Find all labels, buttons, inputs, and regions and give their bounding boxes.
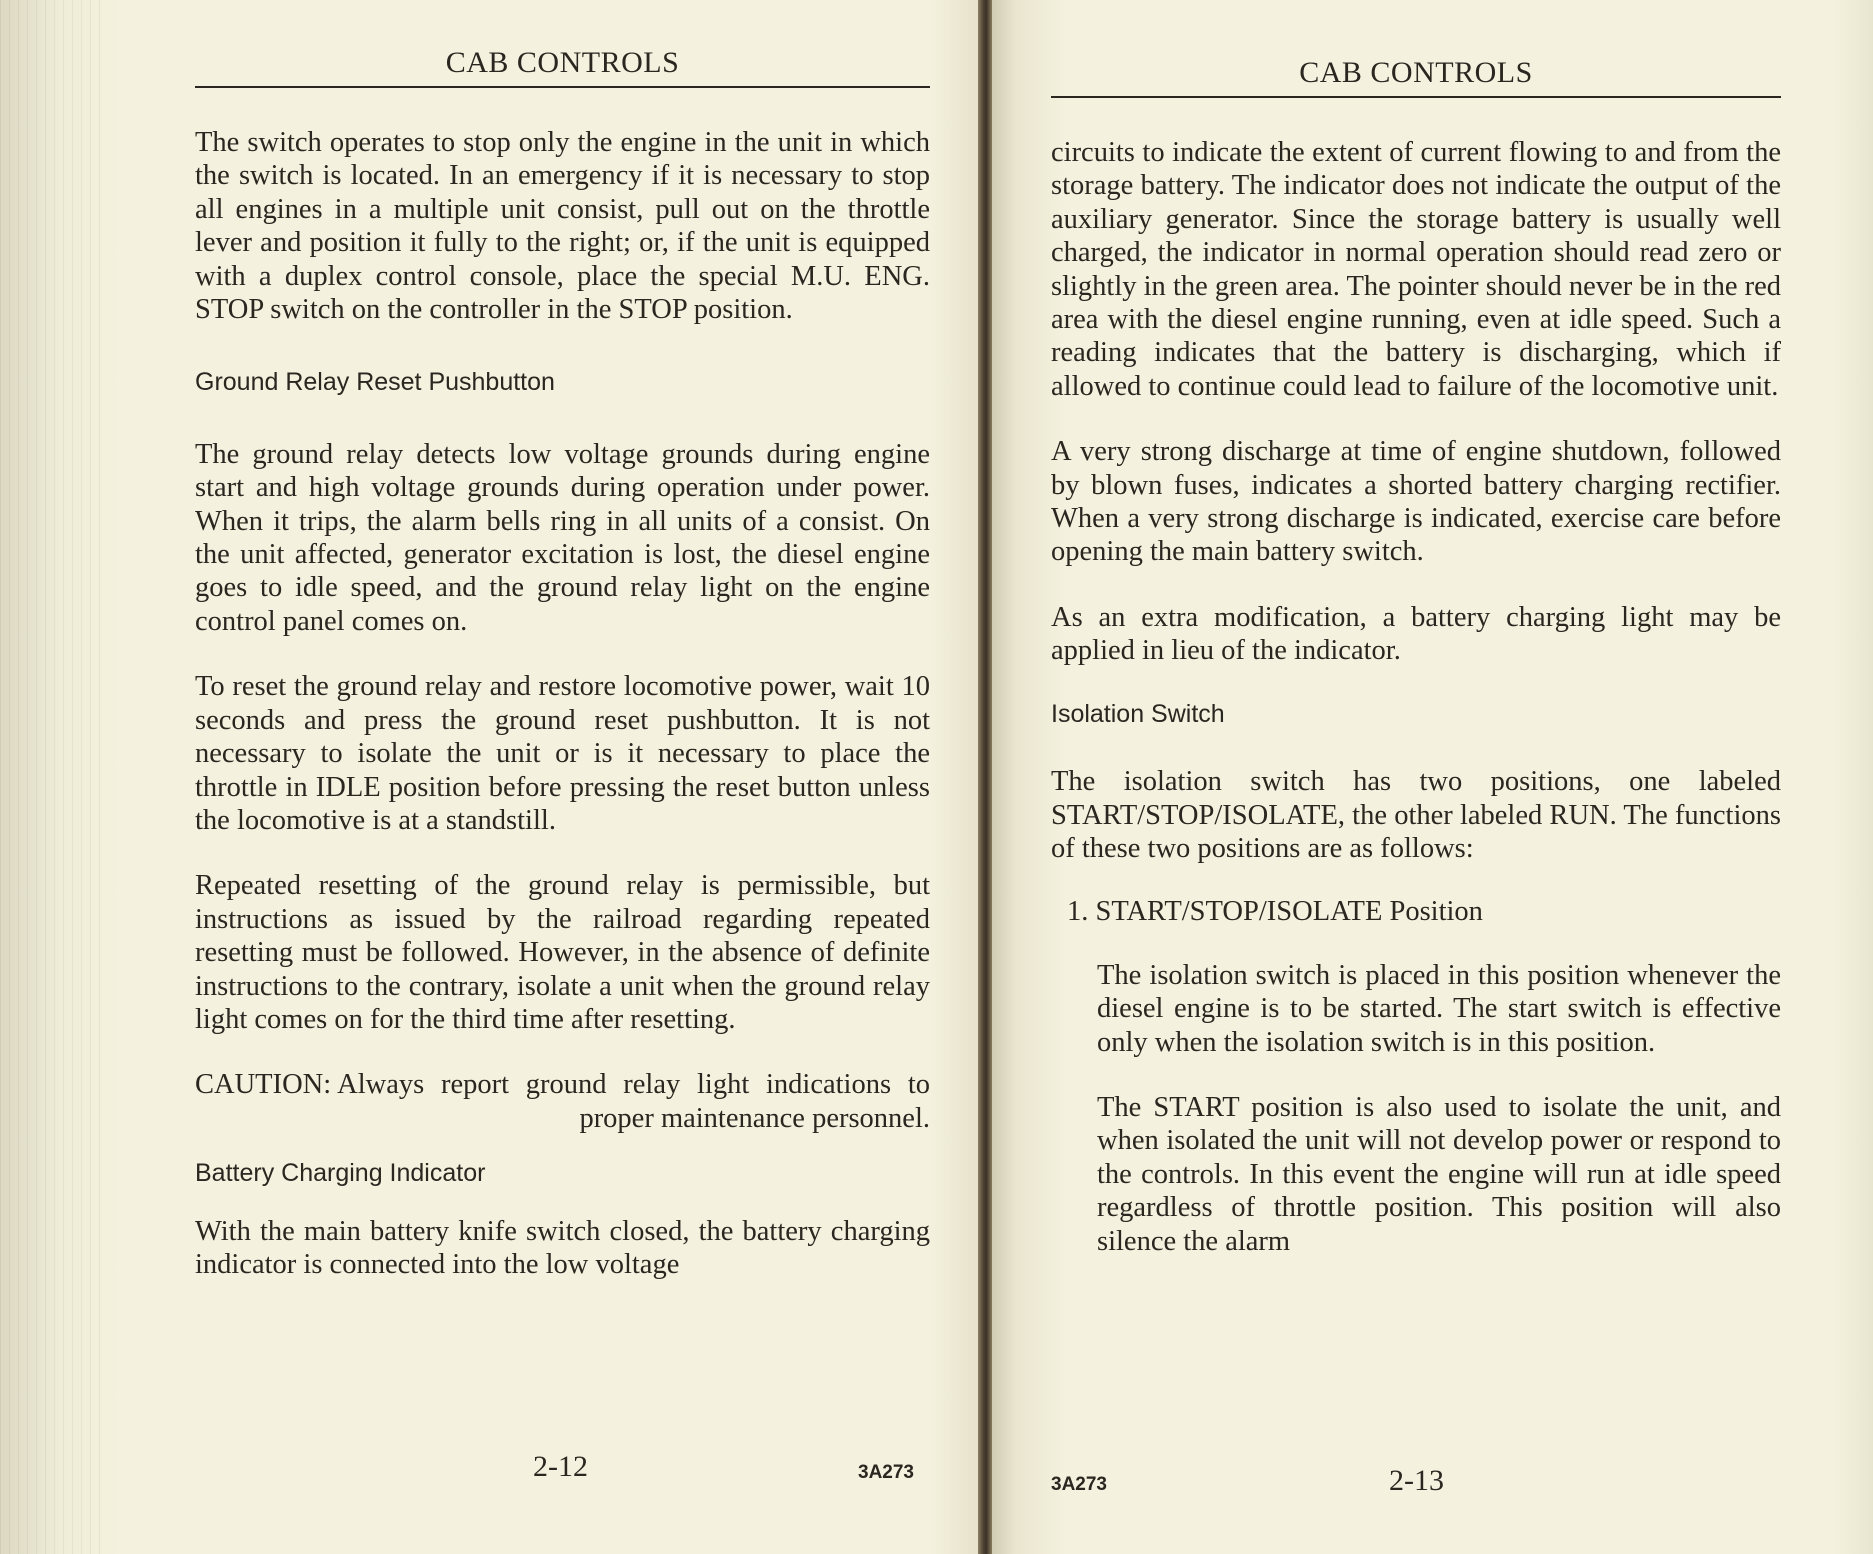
right-text-column — [1051, 136, 1781, 1258]
right-doc-code: 3A273 — [1051, 1474, 1107, 1495]
right-paragraph-2: A very strong discharge at time of engine shutdown, followed by blown fuses, indicates a shorted battery charging rectifier. When a very strong discharge is indicated, exercise care before opening the main battery switch. — [1051, 436, 1781, 568]
right-paragraph-1: circuits to indicate the extent of current flowing to and from the storage battery. The indicator does not indicate the output of the auxiliary generator. Since the storage battery is usually well charged, the indicator in normal operation should read zero or slightly in the green area. The pointer should never be in the red area with the diesel engine running, even at idle speed. Such a reading indicates that the battery is discharging, which if allowed to continue could lead to failure of the locomotive unit. — [1051, 137, 1781, 402]
left-paragraph-4: Repeated resetting of the ground relay is permissible, but instructions as issued by the railroad regarding repeated resetting must be followed. However, in the absence of definite instructions to the contrary, isolate a unit when the ground relay light comes on for the third time after resetting. — [195, 870, 930, 1035]
left-heading-battery-charging: Battery Charging Indicator — [195, 1159, 486, 1188]
caution-note — [195, 1068, 930, 1135]
left-paragraph-1: The switch operates to stop only the engine in the unit in which the switch is located. In an emergency if it is necessary to stop all engines in a multiple unit consist, pull out on the throttle lever and position it fully to the right; or, if the unit is equipped with a duplex control console, place the special M.U. ENG. STOP switch on the controller in the STOP position. — [195, 127, 930, 326]
right-page-number: 2-13 — [1389, 1464, 1444, 1497]
left-page-number: 2-12 — [533, 1450, 588, 1483]
book-gutter — [978, 0, 992, 1554]
left-page-header: CAB CONTROLS — [445, 46, 680, 79]
left-header-rule — [195, 86, 930, 88]
left-paragraph-5: With the main battery knife switch closed, the battery charging indicator is connected into the low voltage — [195, 1215, 930, 1280]
right-page — [985, 0, 1873, 1554]
right-heading-isolation-switch: Isolation Switch — [1051, 699, 1225, 728]
left-text-column — [195, 126, 930, 1281]
right-page-header: CAB CONTROLS — [1299, 56, 1533, 89]
item-1-paragraph-1: The isolation switch is placed in this position whenever the diesel engine is to be started. The start switch is effective only when the isolation switch is in this position. — [1097, 959, 1781, 1058]
right-paragraph-3: As an extra modification, a battery charging light may be applied in lieu of the indicator. — [1051, 601, 1781, 667]
numbered-item-1-body — [1051, 959, 1781, 1258]
left-doc-code: 3A273 — [858, 1462, 914, 1483]
caution-text: Always report ground relay light indications to proper maintenance personnel. — [337, 1069, 930, 1134]
numbered-item-1-title: 1. START/STOP/ISOLATE Position — [1067, 896, 1483, 928]
left-paragraph-2: The ground relay detects low voltage grounds during engine start and high voltage grounds during operation under power. When it trips, the alarm bells ring in all units of a consist. On the unit affected, generator excitation is lost, the diesel engine goes to idle speed, and the ground relay light on the engine control panel comes on. — [195, 438, 930, 637]
left-heading-ground-relay: Ground Relay Reset Pushbutton — [195, 368, 555, 397]
right-header-rule — [1051, 96, 1781, 98]
right-paragraph-4: The isolation switch has two positions, one labeled START/STOP/ISOLATE, the other labeled RUN. The functions of these two positions are as follows: — [1051, 766, 1781, 864]
caution-label: CAUTION: — [195, 1069, 332, 1101]
item-1-paragraph-2: The START position is also used to isolate the unit, and when isolated the unit will not develop power or respond to the controls. In this event the engine will run at idle speed regardless of throttle position. This position will also silence the alarm — [1097, 1091, 1781, 1257]
page-edge-texture — [0, 0, 100, 1554]
left-paragraph-3: To reset the ground relay and restore locomotive power, wait 10 seconds and press the ground reset pushbutton. It is not necessary to isolate the unit or is it necessary to place the throttle in IDLE position before pressing the reset button unless the locomotive is at a standstill. — [195, 671, 930, 836]
